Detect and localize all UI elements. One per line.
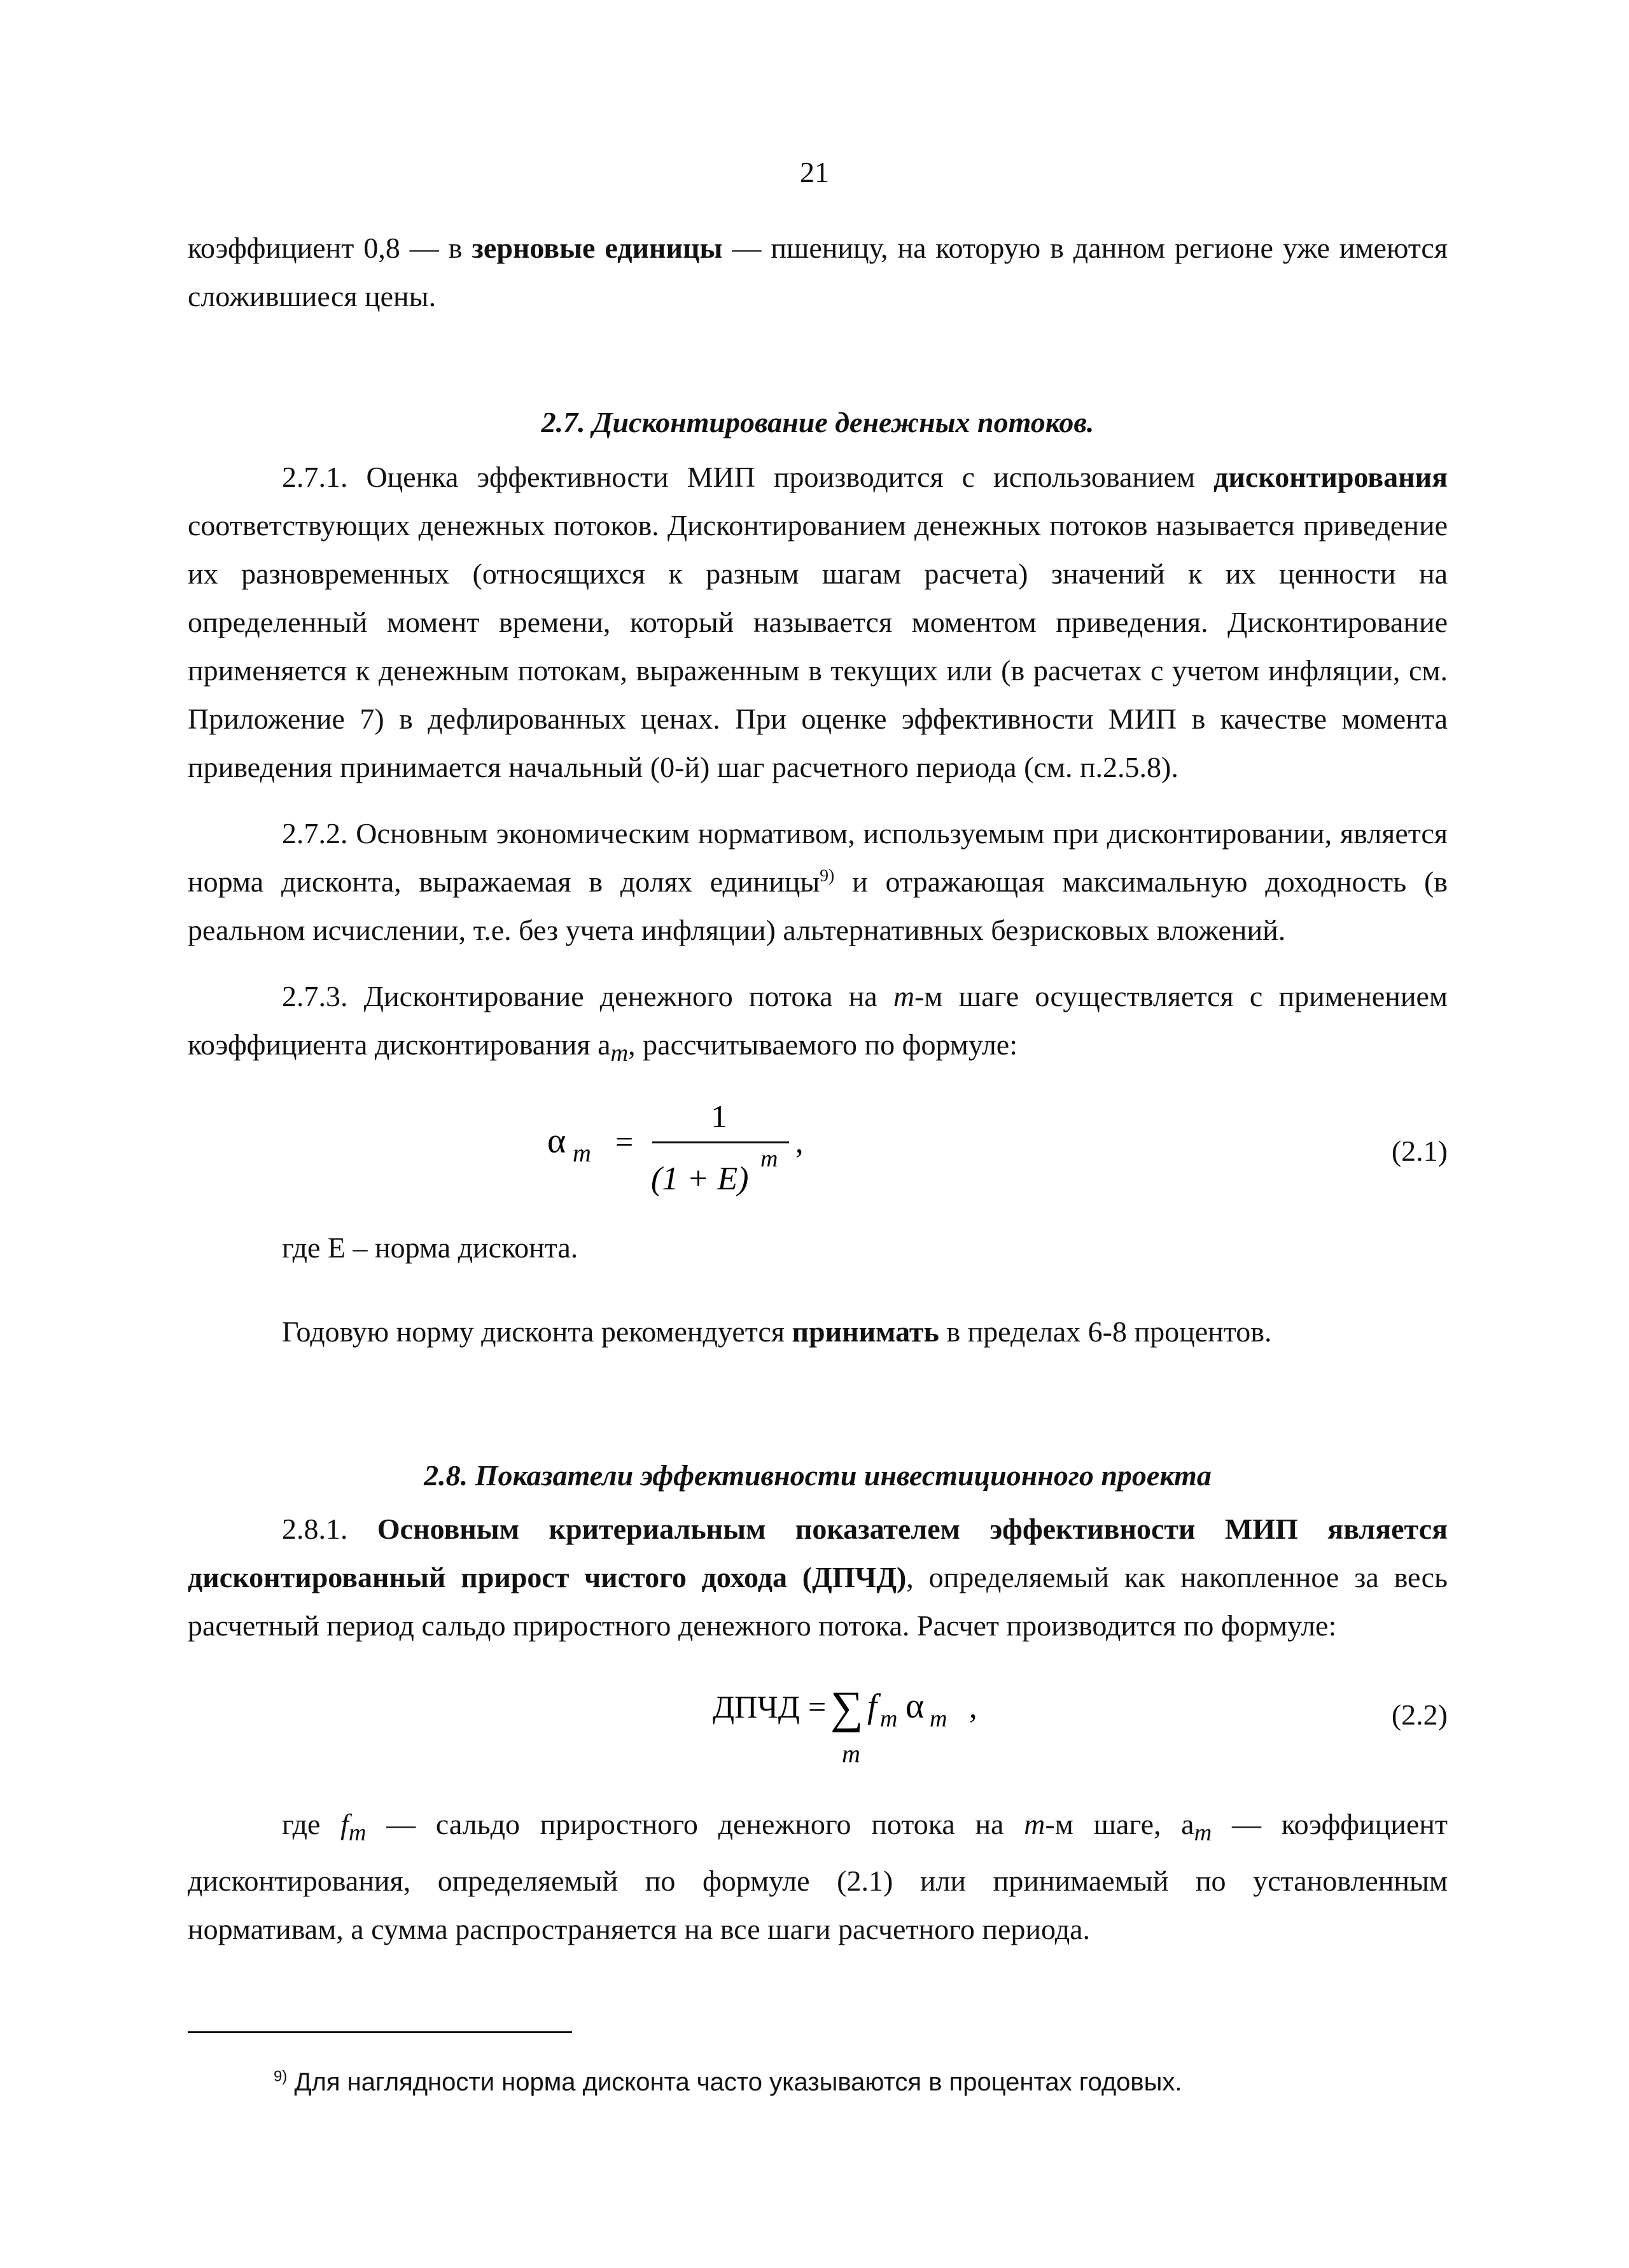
formula-lhs: ДПЧД bbox=[713, 1689, 800, 1725]
formula-lhs-subscript: m bbox=[573, 1138, 591, 1168]
paragraph-text: в пределах 6-8 процентов. bbox=[939, 1315, 1272, 1348]
formula-comma: , bbox=[795, 1124, 804, 1160]
formula-equals: = bbox=[615, 1124, 634, 1160]
equation-number: (2.1) bbox=[1391, 1135, 1448, 1168]
paragraph-text: Годовую норму дисконта рекомендуется bbox=[282, 1315, 792, 1348]
section-2-8-title: 2.8. Показатели эффективности инвестиционного проекта bbox=[424, 1459, 1212, 1492]
paragraph-text: , определяемый как накопленное за весь расчетный период сальдо приростного денежного потока. Расчет производится по формуле: bbox=[188, 1561, 1448, 1642]
bold-term: принимать bbox=[792, 1315, 939, 1348]
footnote-marker: 9) bbox=[274, 2068, 288, 2085]
formula-equals: = bbox=[808, 1689, 827, 1725]
formula-f: f bbox=[867, 1687, 877, 1726]
footnote-text: Для наглядности норма дисконта часто указываются в процентах годовых. bbox=[287, 2068, 1182, 2096]
math-variable: f bbox=[340, 1808, 349, 1841]
paragraph-text: -м шаге, a bbox=[1045, 1808, 1194, 1841]
formula-comma: , bbox=[969, 1689, 977, 1725]
paragraph-2-8-1 bbox=[188, 1505, 1448, 1650]
paragraph-text: — сальдо приростного денежного потока на bbox=[366, 1808, 1024, 1841]
formula-exponent: m bbox=[760, 1145, 778, 1173]
formula-2-2-graphic bbox=[188, 1667, 1448, 1794]
intro-text-rest: — пшеницу, на которую в данном регионе уже имеются сложившиеся цены. bbox=[188, 232, 1448, 312]
paragraph-text: и отражающая максимальную доходность (в реальном исчислении, т.е. без учета инфляции) альтернативных безрисковых вложений. bbox=[188, 865, 1448, 946]
equation-number: (2.2) bbox=[1391, 1698, 1448, 1732]
formula-alpha-subscript: m bbox=[930, 1705, 947, 1733]
paragraph-number: 2.7.2. bbox=[282, 817, 348, 850]
paragraph-2-7-3 bbox=[188, 972, 1448, 1077]
intro-text: коэффициент 0,8 — в bbox=[188, 232, 472, 264]
math-subscript: m bbox=[610, 1040, 629, 1067]
footnote bbox=[274, 2068, 1182, 2097]
annual-rate-paragraph bbox=[188, 1308, 1448, 1356]
page-number: 21 bbox=[800, 156, 829, 188]
where-e-text: где Е – норма дисконта. bbox=[282, 1231, 578, 1264]
paragraph-number: 2.7.3. bbox=[282, 980, 348, 1012]
formula-2-1-graphic bbox=[188, 1084, 1448, 1211]
math-subscript: m bbox=[348, 1819, 367, 1847]
math-subscript: m bbox=[1194, 1819, 1212, 1847]
bold-term: Основным критериальным показателем эффективности МИП является дисконтированный прирост чистого дохода (ДПЧД) bbox=[188, 1513, 1448, 1594]
footnote-divider bbox=[188, 2031, 572, 2033]
formula-f-subscript: m bbox=[880, 1705, 898, 1733]
page-body bbox=[188, 224, 1448, 1954]
formula-numerator: 1 bbox=[711, 1098, 727, 1135]
formula-denominator: (1 + E) bbox=[651, 1161, 749, 1198]
formula-lhs: α bbox=[547, 1121, 566, 1161]
intro-paragraph bbox=[188, 224, 1448, 321]
paragraph-text: где bbox=[282, 1808, 341, 1841]
math-variable: m bbox=[893, 980, 915, 1012]
intro-bold-term: зерновые единицы bbox=[472, 232, 723, 264]
paragraph-text: Дисконтирование денежного потока на bbox=[347, 980, 893, 1012]
paragraph-text: -м шаге осуществляется с применением коэффициента дисконтирования a bbox=[188, 980, 1448, 1061]
paragraph-2-7-2 bbox=[188, 809, 1448, 955]
paragraph-text: Основным экономическим нормативом, используемым при дисконтировании, является норма дисконта, выражаемая в долях единицы bbox=[188, 817, 1448, 898]
footnote-reference: 9) bbox=[820, 865, 835, 885]
section-2-7-title: 2.7. Дисконтирование денежных потоков. bbox=[541, 406, 1094, 438]
formula-alpha: α bbox=[905, 1686, 925, 1726]
summation-index: m bbox=[842, 1739, 860, 1768]
paragraph-number: 2.8.1. bbox=[282, 1513, 348, 1546]
paragraph-number: 2.7.1. bbox=[282, 461, 348, 493]
where-f-paragraph bbox=[188, 1800, 1448, 1954]
paragraph-2-7-1 bbox=[188, 453, 1448, 792]
bold-term: дисконтирования bbox=[1213, 461, 1448, 493]
formula-2-1 bbox=[188, 1084, 1448, 1211]
math-variable: m bbox=[1024, 1808, 1045, 1841]
paragraph-text: — коэффициент дисконтирования, определяемый по формуле (2.1) или принимаемый по установленным нормативам, а сумма распространяется на все шаги расчетного периода. bbox=[188, 1808, 1448, 1946]
paragraph-text: Оценка эффективности МИП производится с использованием bbox=[347, 461, 1214, 493]
paragraph-text: , рассчитываемого по формуле: bbox=[628, 1028, 1018, 1061]
summation-sign: ∑ bbox=[830, 1682, 863, 1733]
paragraph-text: соответствующих денежных потоков. Дисконтированием денежных потоков называется приведение их разновременных (относящихся к разным шагам расчета) значений к их ценности на определенный момент времени, который называется моментом приведения. Дисконтирование применяется к денежным потокам, выраженным в текущих или (в расчетах с учетом инфляции, см. Приложение 7) в дефлированных ценах. При оценке эффективности МИП в качестве момента приведения принимается начальный (0-й) шаг расчетного периода (см. п.2.5.8). bbox=[188, 509, 1448, 783]
formula-2-2 bbox=[188, 1667, 1448, 1794]
